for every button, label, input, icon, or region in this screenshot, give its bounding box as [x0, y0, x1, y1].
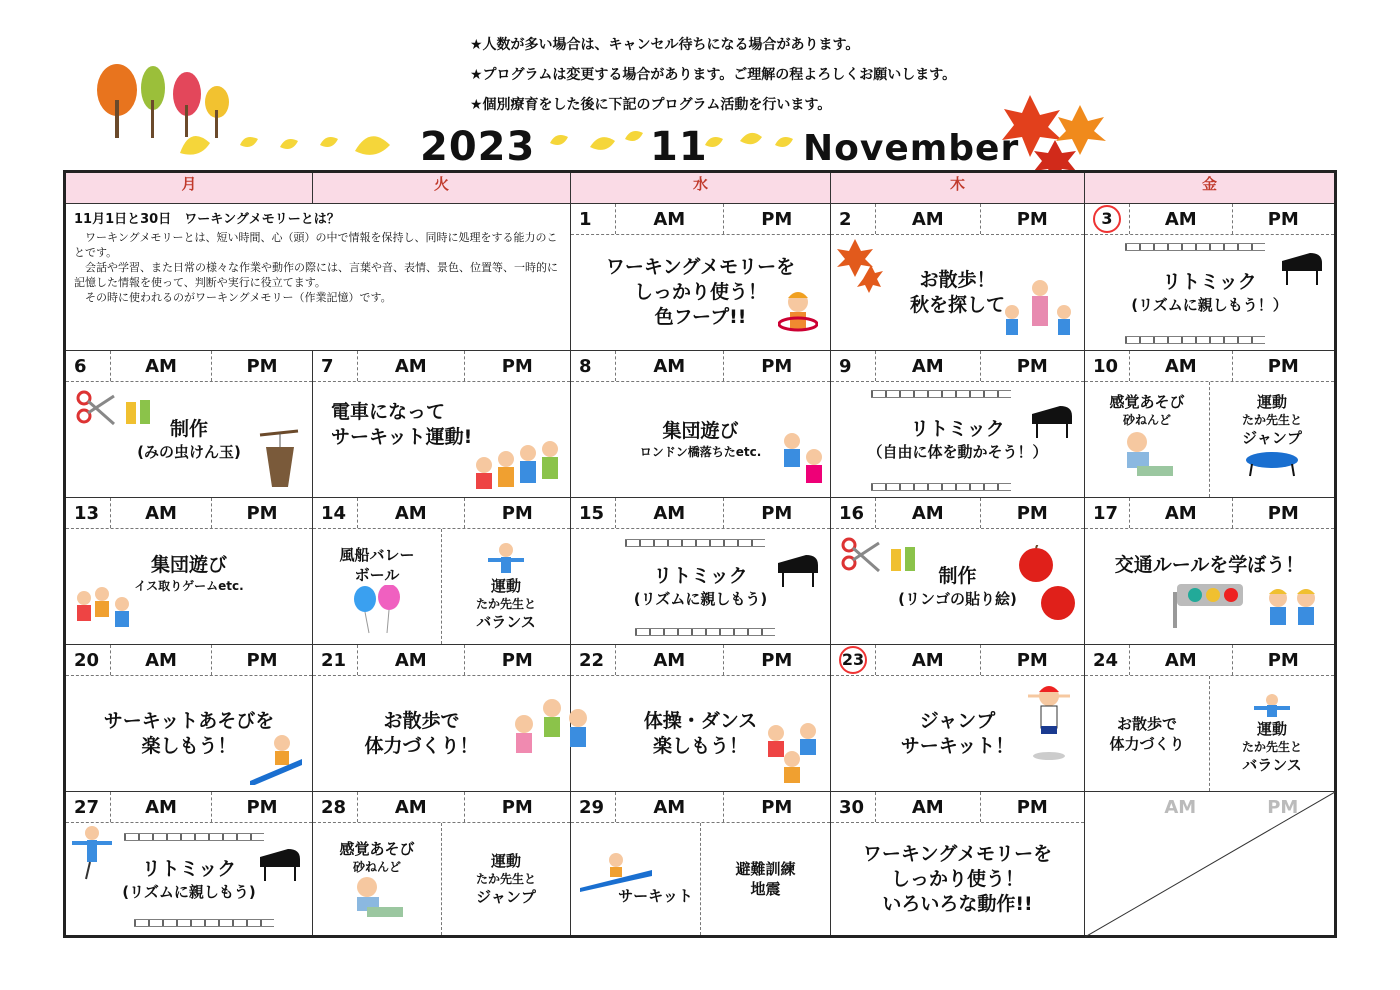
activity-title: 運動	[490, 576, 521, 595]
activity-title: 避難訓練	[735, 860, 796, 878]
day-cell-15[interactable]	[571, 498, 831, 645]
activity-sub: (リズムに親しもう！）	[1131, 296, 1288, 314]
activity-sub: ジャンプ	[1242, 429, 1302, 447]
pm-label: PM	[246, 649, 278, 671]
day-number: 6	[66, 351, 111, 381]
day-cell-9[interactable]	[831, 351, 1085, 498]
pm-label: PM	[1267, 502, 1299, 524]
title-year: 2023	[420, 124, 536, 170]
activity-title: サーキット運動!	[331, 426, 473, 448]
activity-title: サーキット！	[900, 734, 1015, 757]
am-label: AM	[616, 792, 724, 822]
activity-title: サーキット	[618, 887, 693, 905]
activity-title: 運動	[1256, 719, 1287, 738]
pm-label: PM	[1016, 649, 1048, 671]
day-cell-3[interactable]	[1085, 204, 1336, 351]
pm-label: PM	[761, 355, 793, 377]
pm-label: PM	[501, 355, 533, 377]
day-cell-16[interactable]	[831, 498, 1085, 645]
traffic-light-icon	[1167, 582, 1247, 628]
balloons-icon	[347, 585, 407, 635]
info-line: ワーキングメモリーとは、短い時間、心（頭）の中で情報を保持し、同時に処理をする能力のことです。	[74, 231, 558, 259]
am-label: AM	[616, 204, 724, 234]
day-number: 13	[66, 498, 111, 528]
children-crossing-icon	[1260, 584, 1326, 640]
activity-title: 制作	[169, 418, 208, 440]
activity-title: 集団遊び	[662, 420, 739, 442]
pm-label: PM	[246, 796, 278, 818]
weekday-thu: 木	[831, 172, 1085, 204]
activity-title: 体操・ダンス	[643, 709, 758, 732]
activity-title: 体力づくり	[1109, 734, 1185, 753]
activity-sub: (みの虫けん玉)	[137, 443, 241, 461]
pm-label: PM	[761, 208, 793, 230]
activity-sub: (リンゴの貼り絵)	[898, 590, 1017, 608]
info-line: その時に使われるのがワーキングメモリー（作業記憶）です。	[85, 291, 392, 304]
activity-sub: バランス	[476, 612, 536, 631]
music-staff-icon	[134, 919, 274, 927]
sand-play-child-icon	[1117, 428, 1177, 480]
activity-title: 色フープ!!	[654, 306, 747, 328]
am-label: AM	[616, 351, 724, 381]
day-number: 1	[571, 204, 616, 234]
balance-child-icon	[486, 542, 526, 576]
info-line: 会話や学習、また日常の様々な作業や動作の際には、言葉や音、表情、景色、位置等、一時的に記憶した情報を使って、判断や実行に役立てます。	[74, 261, 558, 289]
am-label: AM	[111, 498, 212, 528]
working-memory-info	[65, 204, 571, 351]
activity-title: お散歩！	[919, 268, 996, 291]
pm-label: PM	[761, 649, 793, 671]
day-cell-30[interactable]	[831, 792, 1085, 937]
activity-title: 体力づくり！	[364, 734, 479, 757]
activity-title: お散歩で	[383, 709, 460, 732]
am-label: AM	[358, 645, 465, 675]
pm-label: PM	[1267, 649, 1299, 671]
day-cell-27[interactable]	[65, 792, 313, 937]
activity-title: 楽しもう！	[652, 734, 748, 757]
am-label: AM	[616, 645, 724, 675]
am-label: AM	[1130, 204, 1233, 234]
maple-branch-icon	[835, 235, 885, 295]
pm-label: PM	[1267, 355, 1299, 377]
day-cell-10[interactable]	[1085, 351, 1336, 498]
day-number: 20	[66, 645, 111, 675]
activity-title: リトミック	[653, 565, 748, 587]
dancing-children-icon	[778, 427, 828, 489]
activity-title: 交通ルールを学ぼう！	[1114, 554, 1305, 576]
activity-sub: (リズムに親しもう)	[122, 882, 256, 901]
activity-title: 制作	[938, 565, 977, 587]
balance-child-icon	[1252, 693, 1292, 719]
pm-label: PM	[1016, 796, 1048, 818]
day-number: 29	[571, 792, 616, 822]
pm-label: PM	[761, 796, 793, 818]
activity-title: リトミック	[141, 857, 237, 880]
day-cell-13[interactable]	[65, 498, 313, 645]
am-label: AM	[1130, 498, 1233, 528]
day-number: 17	[1085, 498, 1130, 528]
weekday-wed: 水	[571, 172, 831, 204]
activity-title: 感覚あそび	[1109, 393, 1185, 411]
activity-sub: たか先生と	[1241, 739, 1302, 754]
activity-sub: ロンドン橋落ちたetc.	[639, 445, 762, 459]
pm-label: PM	[501, 796, 533, 818]
day-cell-23[interactable]	[831, 645, 1085, 792]
title-month-name: November	[803, 128, 1020, 169]
activity-sub: 砂ねんど	[1122, 413, 1171, 427]
am-label: AM	[358, 351, 465, 381]
am-label: AM	[358, 498, 465, 528]
note-line: ★個別療育をした後に下記のプログラム活動を行います。	[470, 97, 832, 113]
pm-label: PM	[1016, 355, 1048, 377]
day-cell-14[interactable]	[313, 498, 571, 645]
am-label: AM	[1130, 351, 1233, 381]
activity-title: 風船バレー	[339, 546, 415, 564]
activity-sub: たか先生と	[475, 596, 536, 611]
weekday-tue: 火	[313, 172, 571, 204]
day-cell-8[interactable]	[571, 351, 831, 498]
day-cell-21[interactable]	[313, 645, 571, 792]
notes	[470, 30, 956, 120]
activity-sub: （自由に体を動かそう！）	[867, 443, 1048, 461]
am-label: AM	[876, 645, 981, 675]
am-label: AM	[876, 351, 981, 381]
activity-sub: たか先生と	[475, 872, 536, 886]
day-number: 9	[831, 351, 876, 381]
activity-title: お散歩で	[1116, 714, 1177, 733]
children-train-icon	[470, 435, 566, 493]
am-label: AM	[1164, 796, 1197, 818]
day-cell-2[interactable]	[831, 204, 1085, 351]
day-number: 22	[571, 645, 616, 675]
pm-label: PM	[1267, 208, 1299, 230]
day-cell-6[interactable]	[65, 351, 313, 498]
day-cell-20[interactable]	[65, 645, 313, 792]
activity-title: 感覚あそび	[339, 840, 415, 858]
activity-title: ワーキングメモリーを	[862, 842, 1053, 865]
piano-icon	[1030, 402, 1074, 440]
pm-label: PM	[761, 502, 793, 524]
am-label: AM	[111, 792, 212, 822]
weekday-header-row	[65, 172, 1336, 204]
hula-hoop-child-icon	[778, 290, 818, 342]
day-cell-29[interactable]	[571, 792, 831, 937]
musical-chairs-children-icon	[72, 584, 136, 640]
music-staff-icon	[871, 483, 1011, 491]
activity-title: しっかり使う！	[633, 281, 767, 303]
info-heading: 11月1日と30日 ワーキングメモリーとは？	[74, 212, 340, 227]
day-cell-24[interactable]	[1085, 645, 1336, 792]
am-label: AM	[876, 792, 981, 822]
pm-label: PM	[246, 502, 278, 524]
activity-title: いろいろな動作!!	[882, 892, 1033, 915]
dancing-children-icon	[762, 719, 826, 785]
activity-title: 運動	[1256, 393, 1287, 411]
day-number: 30	[831, 792, 876, 822]
title-month: 11	[650, 124, 708, 170]
empty-cell-diagonal	[1085, 792, 1335, 937]
activity-sub: 砂ねんど	[352, 860, 401, 874]
day-cell-empty	[1085, 792, 1336, 937]
am-label: AM	[616, 498, 724, 528]
day-number-holiday: 3	[1093, 205, 1121, 233]
bagworm-toy-icon	[256, 429, 302, 491]
music-staff-icon	[1125, 336, 1265, 344]
day-cell-7[interactable]	[313, 351, 571, 498]
activity-title: 秋を探して	[909, 293, 1005, 316]
activity-title: ジャンプ	[919, 709, 996, 732]
calendar-grid	[63, 170, 1337, 938]
activity-title: しっかり使う！	[890, 867, 1024, 890]
day-number: 8	[571, 351, 616, 381]
am-label: AM	[1130, 645, 1233, 675]
day-number: 14	[313, 498, 358, 528]
activity-title: 運動	[490, 852, 521, 870]
jumping-child-icon	[1024, 682, 1074, 762]
weekday-mon: 月	[65, 172, 313, 204]
balance-beam-child-icon	[248, 733, 304, 785]
day-number-holiday: 23	[839, 646, 867, 674]
day-cell-1[interactable]	[571, 204, 831, 351]
day-cell-17[interactable]	[1085, 498, 1336, 645]
activity-sub: バランス	[1242, 755, 1302, 774]
activity-title: 楽しもう！	[141, 734, 237, 757]
activity-title: ボール	[354, 566, 400, 584]
day-number: 2	[831, 204, 876, 234]
day-number: 16	[831, 498, 876, 528]
am-label: AM	[111, 351, 212, 381]
music-staff-icon	[635, 628, 775, 636]
activity-sub: 地震	[750, 880, 781, 898]
piano-icon	[776, 551, 820, 589]
weekday-fri: 金	[1085, 172, 1336, 204]
pm-label: PM	[501, 502, 533, 524]
activity-title: ワーキングメモリーを	[605, 256, 796, 278]
day-number: 28	[313, 792, 358, 822]
day-number: 15	[571, 498, 616, 528]
activity-title: リトミック	[1162, 271, 1257, 293]
activity-title: 電車になって	[331, 401, 446, 423]
day-number: 10	[1085, 351, 1130, 381]
am-label: AM	[876, 204, 981, 234]
note-line: ★プログラムは変更する場合があります。ご理解の程よろしくお願いします。	[470, 67, 957, 83]
am-label: AM	[358, 792, 465, 822]
pm-label: PM	[1016, 208, 1048, 230]
pm-label: PM	[1267, 796, 1299, 818]
am-label: AM	[111, 645, 212, 675]
day-number: 24	[1085, 645, 1130, 675]
pm-label: PM	[246, 355, 278, 377]
activity-title: サーキットあそびを	[103, 709, 275, 732]
activity-sub: イス取りゲームetc.	[134, 579, 244, 593]
day-cell-28[interactable]	[313, 792, 571, 937]
activity-sub: ジャンプ	[476, 888, 536, 906]
trampoline-icon	[1242, 448, 1302, 478]
am-label: AM	[876, 498, 981, 528]
day-number: 21	[313, 645, 358, 675]
activity-title: 集団遊び	[150, 554, 227, 576]
apples-icon	[1014, 545, 1078, 625]
pm-label: PM	[501, 649, 533, 671]
note-line: ★人数が多い場合は、キャンセル待ちになる場合があります。	[470, 37, 860, 53]
piano-icon	[1280, 249, 1324, 287]
piano-icon	[258, 845, 302, 883]
sand-play-child-icon	[347, 875, 407, 919]
teacher-children-walk-icon	[998, 276, 1078, 344]
pm-label: PM	[1016, 502, 1048, 524]
activity-sub: たか先生と	[1241, 413, 1302, 427]
activity-title: リトミック	[910, 418, 1005, 440]
day-cell-22[interactable]	[571, 645, 831, 792]
activity-sub: (リズムに親しもう)	[633, 590, 768, 608]
day-number: 7	[313, 351, 358, 381]
day-number: 27	[66, 792, 111, 822]
